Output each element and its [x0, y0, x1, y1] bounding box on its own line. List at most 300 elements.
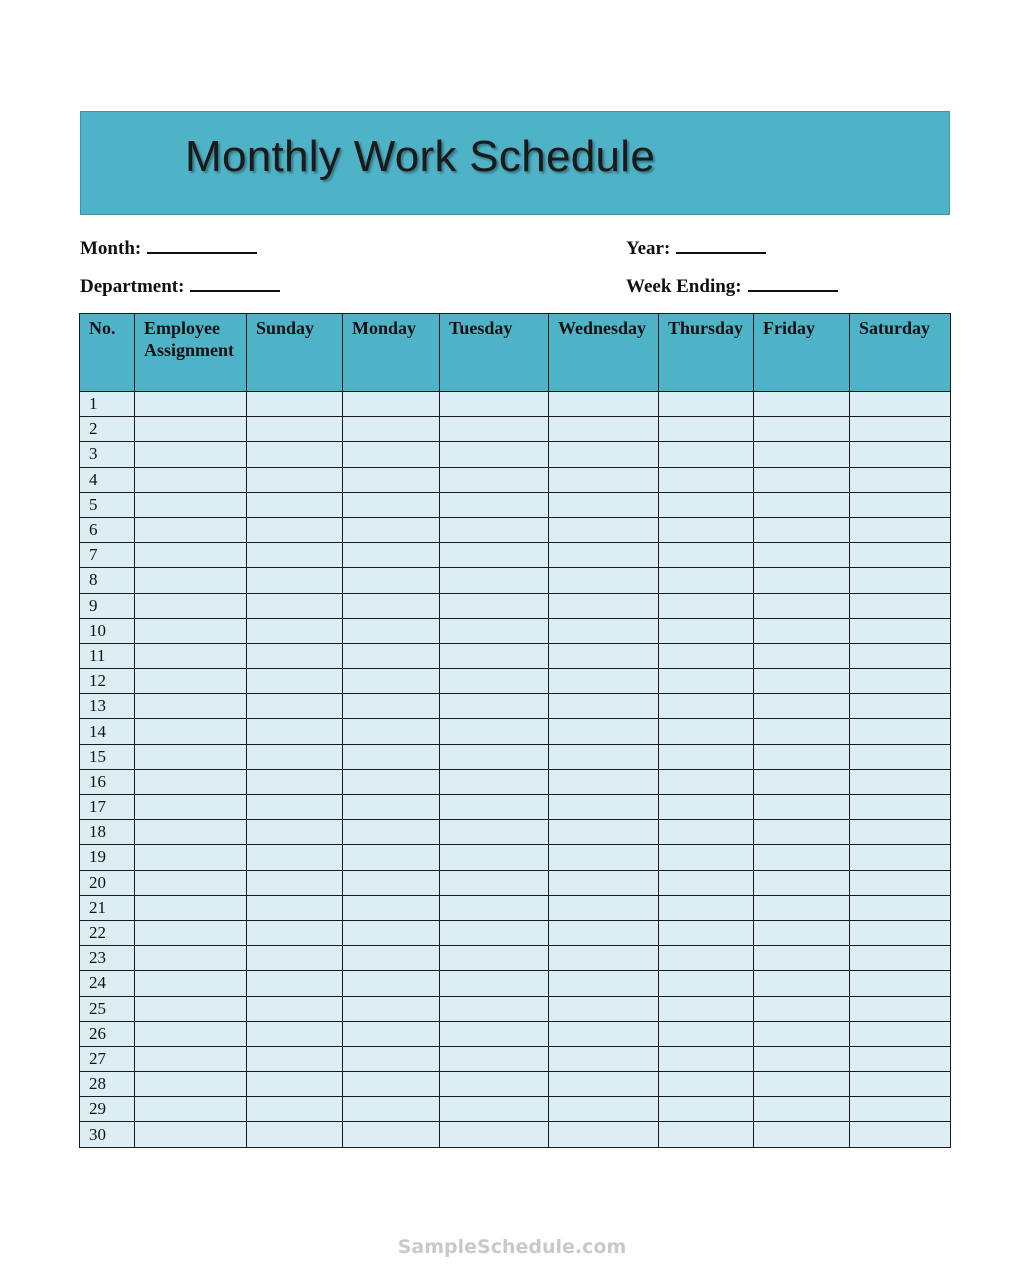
row-number: 18 [80, 820, 135, 845]
department-blank-line[interactable] [190, 276, 280, 292]
table-row [80, 568, 951, 593]
schedule-cell[interactable] [659, 442, 754, 467]
schedule-cell[interactable] [440, 719, 549, 744]
table-row [80, 417, 951, 442]
schedule-cell[interactable] [659, 744, 754, 769]
table-row [80, 845, 951, 870]
department-label: Department: [80, 276, 185, 297]
schedule-cell[interactable] [135, 442, 247, 467]
schedule-cell[interactable] [850, 996, 951, 1021]
schedule-cell[interactable] [659, 543, 754, 568]
schedule-cell[interactable] [343, 795, 440, 820]
year-field[interactable] [626, 238, 766, 260]
schedule-cell[interactable] [659, 669, 754, 694]
schedule-cell[interactable] [850, 845, 951, 870]
schedule-cell[interactable] [659, 971, 754, 996]
schedule-cell[interactable] [440, 795, 549, 820]
schedule-cell[interactable] [343, 845, 440, 870]
schedule-cell[interactable] [135, 1046, 247, 1071]
schedule-cell[interactable] [659, 492, 754, 517]
schedule-cell[interactable] [850, 719, 951, 744]
schedule-cell[interactable] [659, 996, 754, 1021]
schedule-cell[interactable] [247, 618, 343, 643]
schedule-cell[interactable] [343, 971, 440, 996]
schedule-cell[interactable] [659, 769, 754, 794]
schedule-cell[interactable] [549, 392, 659, 417]
schedule-cell[interactable] [754, 719, 850, 744]
schedule-cell[interactable] [135, 895, 247, 920]
schedule-cell[interactable] [659, 1021, 754, 1046]
schedule-cell[interactable] [135, 1072, 247, 1097]
schedule-cell[interactable] [549, 1097, 659, 1122]
schedule-cell[interactable] [135, 946, 247, 971]
schedule-cell[interactable] [549, 442, 659, 467]
schedule-cell[interactable] [754, 1122, 850, 1148]
table-row [80, 392, 951, 417]
schedule-cell[interactable] [247, 946, 343, 971]
schedule-cell[interactable] [135, 744, 247, 769]
schedule-cell[interactable] [440, 593, 549, 618]
schedule-cell[interactable] [247, 694, 343, 719]
row-number: 25 [80, 996, 135, 1021]
schedule-cell[interactable] [850, 895, 951, 920]
schedule-cell[interactable] [135, 593, 247, 618]
schedule-cell[interactable] [549, 694, 659, 719]
table-row [80, 669, 951, 694]
schedule-cell[interactable] [343, 895, 440, 920]
table-row [80, 820, 951, 845]
schedule-cell[interactable] [440, 946, 549, 971]
row-number: 21 [80, 895, 135, 920]
schedule-cell[interactable] [343, 392, 440, 417]
schedule-cell[interactable] [440, 568, 549, 593]
schedule-cell[interactable] [850, 643, 951, 668]
schedule-cell[interactable] [343, 543, 440, 568]
schedule-cell[interactable] [135, 996, 247, 1021]
schedule-cell[interactable] [754, 1072, 850, 1097]
table-row [80, 870, 951, 895]
schedule-cell[interactable] [754, 744, 850, 769]
month-blank-line[interactable] [147, 238, 257, 254]
row-number: 24 [80, 971, 135, 996]
schedule-cell[interactable] [659, 1097, 754, 1122]
table-row [80, 543, 951, 568]
schedule-cell[interactable] [754, 694, 850, 719]
schedule-cell[interactable] [549, 1072, 659, 1097]
schedule-cell[interactable] [343, 442, 440, 467]
schedule-cell[interactable] [754, 517, 850, 542]
schedule-cell[interactable] [850, 920, 951, 945]
schedule-cell[interactable] [343, 568, 440, 593]
schedule-cell[interactable] [850, 618, 951, 643]
schedule-cell[interactable] [247, 593, 343, 618]
schedule-cell[interactable] [659, 568, 754, 593]
schedule-cell[interactable] [659, 417, 754, 442]
schedule-cell[interactable] [659, 467, 754, 492]
table-row [80, 920, 951, 945]
schedule-cell[interactable] [549, 895, 659, 920]
schedule-cell[interactable] [135, 795, 247, 820]
schedule-cell[interactable] [343, 417, 440, 442]
schedule-cell[interactable] [754, 467, 850, 492]
schedule-cell[interactable] [343, 1046, 440, 1071]
row-number: 20 [80, 870, 135, 895]
schedule-cell[interactable] [549, 769, 659, 794]
schedule-cell[interactable] [850, 1021, 951, 1046]
schedule-cell[interactable] [850, 1122, 951, 1148]
schedule-cell[interactable] [247, 769, 343, 794]
schedule-cell[interactable] [850, 769, 951, 794]
schedule-cell[interactable] [850, 467, 951, 492]
row-number: 1 [80, 392, 135, 417]
schedule-cell[interactable] [754, 996, 850, 1021]
schedule-cell[interactable] [440, 392, 549, 417]
schedule-cell[interactable] [754, 417, 850, 442]
row-number: 26 [80, 1021, 135, 1046]
table-row [80, 1046, 951, 1071]
schedule-cell[interactable] [343, 946, 440, 971]
schedule-cell[interactable] [549, 744, 659, 769]
schedule-cell[interactable] [247, 971, 343, 996]
schedule-cell[interactable] [440, 1122, 549, 1148]
schedule-cell[interactable] [754, 845, 850, 870]
schedule-cell[interactable] [343, 769, 440, 794]
schedule-cell[interactable] [549, 870, 659, 895]
table-row [80, 492, 951, 517]
column-header-saturday: Saturday [850, 314, 951, 392]
schedule-cell[interactable] [549, 845, 659, 870]
schedule-cell[interactable] [850, 820, 951, 845]
schedule-cell[interactable] [754, 920, 850, 945]
schedule-cell[interactable] [754, 1046, 850, 1071]
schedule-cell[interactable] [754, 492, 850, 517]
page-title: Monthly Work Schedule [185, 132, 656, 181]
row-number: 8 [80, 568, 135, 593]
row-number: 14 [80, 719, 135, 744]
schedule-cell[interactable] [754, 769, 850, 794]
schedule-cell[interactable] [549, 920, 659, 945]
schedule-cell[interactable] [659, 1046, 754, 1071]
schedule-cell[interactable] [754, 971, 850, 996]
schedule-cell[interactable] [135, 517, 247, 542]
table-header-row [80, 314, 951, 392]
schedule-cell[interactable] [440, 442, 549, 467]
schedule-cell[interactable] [247, 392, 343, 417]
schedule-cell[interactable] [247, 895, 343, 920]
column-header-sunday: Sunday [247, 314, 343, 392]
schedule-cell[interactable] [659, 795, 754, 820]
schedule-cell[interactable] [549, 643, 659, 668]
schedule-cell[interactable] [247, 870, 343, 895]
department-field[interactable] [80, 276, 280, 298]
schedule-cell[interactable] [343, 1072, 440, 1097]
schedule-cell[interactable] [440, 744, 549, 769]
schedule-cell[interactable] [440, 920, 549, 945]
schedule-cell[interactable] [659, 392, 754, 417]
schedule-cell[interactable] [135, 1122, 247, 1148]
schedule-cell[interactable] [850, 392, 951, 417]
schedule-cell[interactable] [754, 643, 850, 668]
schedule-cell[interactable] [659, 845, 754, 870]
schedule-cell[interactable] [247, 467, 343, 492]
schedule-cell[interactable] [440, 1046, 549, 1071]
schedule-cell[interactable] [754, 669, 850, 694]
schedule-cell[interactable] [754, 442, 850, 467]
schedule-cell[interactable] [343, 1021, 440, 1046]
schedule-cell[interactable] [659, 820, 754, 845]
schedule-cell[interactable] [850, 517, 951, 542]
row-number: 9 [80, 593, 135, 618]
column-header-wednesday: Wednesday [549, 314, 659, 392]
schedule-cell[interactable] [135, 820, 247, 845]
schedule-cell[interactable] [135, 467, 247, 492]
schedule-cell[interactable] [549, 971, 659, 996]
schedule-cell[interactable] [135, 1021, 247, 1046]
schedule-cell[interactable] [135, 643, 247, 668]
schedule-cell[interactable] [850, 946, 951, 971]
schedule-cell[interactable] [135, 568, 247, 593]
schedule-cell[interactable] [343, 820, 440, 845]
row-number: 6 [80, 517, 135, 542]
schedule-cell[interactable] [343, 1097, 440, 1122]
table-row [80, 694, 951, 719]
schedule-cell[interactable] [754, 946, 850, 971]
table-row [80, 442, 951, 467]
table-row [80, 643, 951, 668]
schedule-cell[interactable] [659, 694, 754, 719]
schedule-cell[interactable] [754, 820, 850, 845]
month-label: Month: [80, 238, 142, 259]
schedule-cell[interactable] [659, 618, 754, 643]
schedule-cell[interactable] [659, 1122, 754, 1148]
table-row [80, 971, 951, 996]
schedule-cell[interactable] [754, 795, 850, 820]
schedule-cell[interactable] [754, 392, 850, 417]
schedule-cell[interactable] [343, 492, 440, 517]
schedule-cell[interactable] [440, 1021, 549, 1046]
schedule-cell[interactable] [659, 895, 754, 920]
table-row [80, 795, 951, 820]
schedule-cell[interactable] [343, 719, 440, 744]
schedule-cell[interactable] [247, 845, 343, 870]
schedule-cell[interactable] [659, 870, 754, 895]
schedule-cell[interactable] [343, 593, 440, 618]
schedule-cell[interactable] [549, 946, 659, 971]
schedule-cell[interactable] [850, 442, 951, 467]
schedule-cell[interactable] [850, 1046, 951, 1071]
schedule-cell[interactable] [247, 996, 343, 1021]
month-field[interactable] [80, 238, 257, 260]
schedule-cell[interactable] [343, 669, 440, 694]
schedule-cell[interactable] [850, 795, 951, 820]
schedule-cell[interactable] [247, 669, 343, 694]
year-label: Year: [626, 238, 671, 259]
schedule-cell[interactable] [440, 895, 549, 920]
schedule-cell[interactable] [135, 392, 247, 417]
schedule-cell[interactable] [549, 719, 659, 744]
table-row [80, 996, 951, 1021]
schedule-cell[interactable] [440, 1097, 549, 1122]
schedule-cell[interactable] [247, 568, 343, 593]
schedule-cell[interactable] [135, 618, 247, 643]
schedule-cell[interactable] [754, 593, 850, 618]
schedule-cell[interactable] [440, 996, 549, 1021]
schedule-cell[interactable] [135, 1097, 247, 1122]
schedule-cell[interactable] [549, 996, 659, 1021]
schedule-cell[interactable] [549, 1046, 659, 1071]
schedule-cell[interactable] [247, 643, 343, 668]
schedule-cell[interactable] [247, 744, 343, 769]
schedule-cell[interactable] [549, 1122, 659, 1148]
schedule-cell[interactable] [247, 1122, 343, 1148]
week-ending-field[interactable] [626, 276, 838, 298]
schedule-cell[interactable] [135, 492, 247, 517]
schedule-cell[interactable] [659, 946, 754, 971]
schedule-cell[interactable] [659, 1072, 754, 1097]
schedule-cell[interactable] [440, 492, 549, 517]
schedule-cell[interactable] [850, 744, 951, 769]
schedule-cell[interactable] [247, 820, 343, 845]
schedule-cell[interactable] [343, 996, 440, 1021]
schedule-cell[interactable] [440, 643, 549, 668]
schedule-cell[interactable] [549, 467, 659, 492]
schedule-cell[interactable] [343, 643, 440, 668]
schedule-cell[interactable] [850, 1097, 951, 1122]
table-row [80, 719, 951, 744]
schedule-cell[interactable] [135, 719, 247, 744]
schedule-cell[interactable] [135, 417, 247, 442]
schedule-cell[interactable] [247, 719, 343, 744]
schedule-cell[interactable] [135, 845, 247, 870]
table-row [80, 618, 951, 643]
schedule-cell[interactable] [247, 1097, 343, 1122]
schedule-cell[interactable] [440, 971, 549, 996]
schedule-cell[interactable] [440, 543, 549, 568]
schedule-cell[interactable] [440, 618, 549, 643]
schedule-cell[interactable] [850, 543, 951, 568]
schedule-cell[interactable] [850, 870, 951, 895]
schedule-cell[interactable] [659, 593, 754, 618]
schedule-cell[interactable] [549, 543, 659, 568]
week-ending-label: Week Ending: [626, 276, 742, 297]
schedule-cell[interactable] [549, 517, 659, 542]
schedule-cell[interactable] [850, 669, 951, 694]
row-number: 23 [80, 946, 135, 971]
schedule-cell[interactable] [850, 492, 951, 517]
schedule-cell[interactable] [440, 769, 549, 794]
table-row [80, 517, 951, 542]
schedule-cell[interactable] [754, 543, 850, 568]
schedule-cell[interactable] [343, 517, 440, 542]
schedule-cell[interactable] [754, 870, 850, 895]
schedule-cell[interactable] [754, 618, 850, 643]
row-number: 3 [80, 442, 135, 467]
schedule-cell[interactable] [659, 643, 754, 668]
schedule-cell[interactable] [659, 517, 754, 542]
schedule-cell[interactable] [440, 1072, 549, 1097]
schedule-cell[interactable] [440, 870, 549, 895]
column-header-no: No. [80, 314, 135, 392]
schedule-cell[interactable] [135, 543, 247, 568]
schedule-cell[interactable] [549, 795, 659, 820]
schedule-cell[interactable] [135, 870, 247, 895]
schedule-cell[interactable] [549, 568, 659, 593]
schedule-cell[interactable] [440, 417, 549, 442]
schedule-cell[interactable] [549, 593, 659, 618]
schedule-cell[interactable] [135, 694, 247, 719]
schedule-cell[interactable] [247, 1072, 343, 1097]
schedule-cell[interactable] [659, 719, 754, 744]
schedule-cell[interactable] [754, 895, 850, 920]
schedule-cell[interactable] [850, 1072, 951, 1097]
schedule-cell[interactable] [440, 820, 549, 845]
schedule-cell[interactable] [440, 694, 549, 719]
column-header-thursday: Thursday [659, 314, 754, 392]
schedule-cell[interactable] [343, 694, 440, 719]
schedule-cell[interactable] [343, 744, 440, 769]
schedule-cell[interactable] [440, 845, 549, 870]
row-number: 22 [80, 920, 135, 945]
schedule-cell[interactable] [247, 920, 343, 945]
schedule-cell[interactable] [440, 517, 549, 542]
week-ending-blank-line[interactable] [748, 276, 838, 292]
schedule-cell[interactable] [247, 1046, 343, 1071]
schedule-cell[interactable] [247, 1021, 343, 1046]
schedule-cell[interactable] [135, 971, 247, 996]
year-blank-line[interactable] [676, 238, 766, 254]
schedule-cell[interactable] [850, 417, 951, 442]
row-number: 27 [80, 1046, 135, 1071]
schedule-cell[interactable] [754, 1097, 850, 1122]
schedule-cell[interactable] [549, 820, 659, 845]
schedule-cell[interactable] [247, 492, 343, 517]
schedule-cell[interactable] [549, 492, 659, 517]
schedule-cell[interactable] [850, 694, 951, 719]
schedule-cell[interactable] [549, 417, 659, 442]
schedule-cell[interactable] [247, 517, 343, 542]
schedule-cell[interactable] [247, 543, 343, 568]
schedule-cell[interactable] [659, 920, 754, 945]
schedule-cell[interactable] [549, 1021, 659, 1046]
row-number: 15 [80, 744, 135, 769]
schedule-cell[interactable] [549, 669, 659, 694]
schedule-cell[interactable] [754, 568, 850, 593]
table-body [80, 392, 951, 1148]
column-header-monday: Monday [343, 314, 440, 392]
schedule-cell[interactable] [247, 795, 343, 820]
schedule-cell[interactable] [440, 669, 549, 694]
schedule-cell[interactable] [135, 669, 247, 694]
schedule-cell[interactable] [135, 769, 247, 794]
schedule-cell[interactable] [135, 920, 247, 945]
schedule-cell[interactable] [343, 467, 440, 492]
schedule-cell[interactable] [343, 1122, 440, 1148]
row-number: 2 [80, 417, 135, 442]
schedule-cell[interactable] [343, 870, 440, 895]
schedule-cell[interactable] [440, 467, 549, 492]
schedule-cell[interactable] [343, 618, 440, 643]
schedule-cell[interactable] [850, 568, 951, 593]
watermark-footer: SampleSchedule.com [397, 1236, 627, 1258]
schedule-cell[interactable] [343, 920, 440, 945]
schedule-cell[interactable] [754, 1021, 850, 1046]
row-number: 7 [80, 543, 135, 568]
schedule-cell[interactable] [850, 593, 951, 618]
schedule-cell[interactable] [247, 417, 343, 442]
schedule-cell[interactable] [850, 971, 951, 996]
schedule-cell[interactable] [549, 618, 659, 643]
schedule-cell[interactable] [247, 442, 343, 467]
